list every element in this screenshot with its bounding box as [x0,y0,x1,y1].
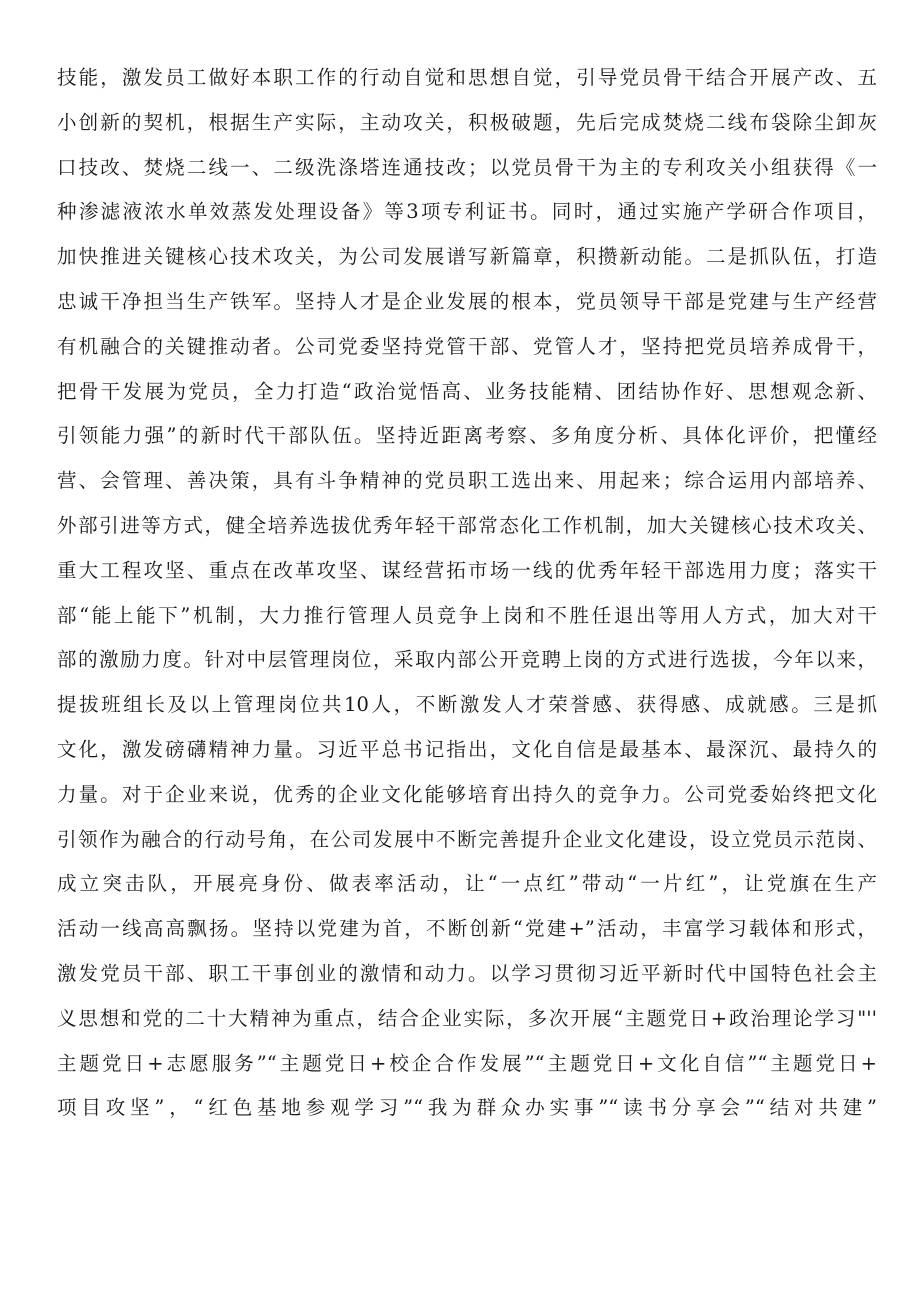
text-line: 技能，激发员工做好本职工作的行动自觉和思想自觉，引导党员骨干结合开展产改、五 [57,66,877,89]
text-line: 提拔班组长及以上管理岗位共10人，不断激发人才荣誉感、获得感、成就感。三是抓 [57,693,877,717]
text-line: 活动一线高高飘扬。坚持以党建为首，不断创新“党建+”活动，丰富学习载体和形式， [57,917,877,941]
text-line: 项目攻坚”，“红色基地参观学习”“我为群众办实事”“读书分享会”“结对共建” [57,1096,877,1120]
text-line: 引领能力强”的新时代干部队伍。坚持近距离考察、多角度分析、具体化评价，把懂经 [57,424,877,448]
text-line: 种渗滤液浓水单效蒸发处理设备》等3项专利证书。同时，通过实施产学研合作项目， [57,200,877,224]
text-line: 外部引进等方式，健全培养选拔优秀年轻干部常态化工作机制，加大关键核心技术攻关、 [57,513,877,537]
text-line: 重大工程攻坚、重点在改革攻坚、谋经营拓市场一线的优秀年轻干部选用力度；落实干 [57,558,877,582]
text-line: 小创新的契机，根据生产实际，主动攻关，积极破题，先后完成焚烧二线布袋除尘卸灰 [57,110,877,134]
text-line: 主题党日+志愿服务”“主题党日+校企合作发展”“主题党日+文化自信”“主题党日+ [57,1051,877,1075]
text-line: 义思想和党的二十大精神为重点，结合企业实际，多次开展“主题党日+政治理论学习"'' [57,1006,877,1030]
text-line: 部的激励力度。针对中层管理岗位，采取内部公开竞聘上岗的方式进行选拔，今年以来， [57,648,877,672]
text-line: 成立突击队，开展亮身份、做表率活动，让“一点红”带动“一片红”，让党旗在生产 [57,872,877,896]
text-line: 部“能上能下”机制，大力推行管理人员竞争上岗和不胜任退出等用人方式，加大对干 [57,603,877,627]
text-line: 营、会管理、善决策，具有斗争精神的党员职工选出来、用起来；综合运用内部培养、 [57,469,877,493]
text-line: 把骨干发展为党员，全力打造“政治觉悟高、业务技能精、团结协作好、思想观念新、 [57,379,877,403]
text-line: 口技改、焚烧二线一、二级洗涤塔连通技改；以党员骨干为主的专利攻关小组获得《一 [57,155,877,179]
text-line: 引领作为融合的行动号角，在公司发展中不断完善提升企业文化建设，设立党员示范岗、 [57,827,877,851]
text-line: 文化，激发磅礴精神力量。习近平总书记指出，文化自信是最基本、最深沉、最持久的 [57,737,877,761]
text-line: 激发党员干部、职工干事创业的激情和动力。以学习贯彻习近平新时代中国特色社会主 [57,961,877,985]
text-line: 加快推进关键核心技术攻关，为公司发展谱写新篇章，积攒新动能。二是抓队伍，打造 [57,245,877,269]
text-line: 有机融合的关键推动者。公司党委坚持党管干部、党管人才，坚持把党员培养成骨干， [57,334,877,358]
text-line: 忠诚干净担当生产铁军。坚持人才是企业发展的根本，党员领导干部是党建与生产经营 [57,289,877,313]
text-line: 力量。对于企业来说，优秀的企业文化能够培育出持久的竞争力。公司党委始终把文化 [57,782,877,806]
body-text [57,56,877,1131]
